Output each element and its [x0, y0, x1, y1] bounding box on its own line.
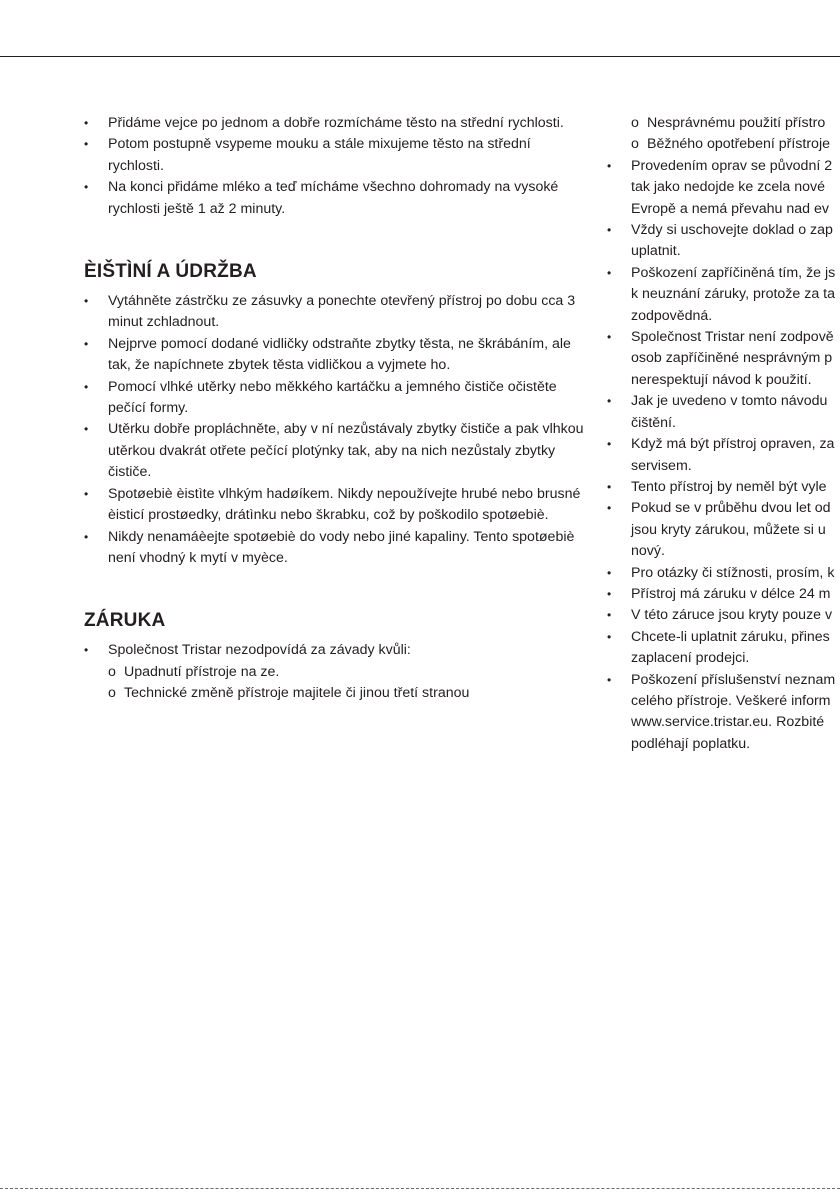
list-item [607, 605, 840, 626]
list-item-line: V této záruce jsou kryty pouze v [631, 607, 833, 624]
warranty-continued-list [607, 113, 840, 156]
list-item-line: k neuznání záruky, protože za ta [631, 286, 835, 303]
list-item-line: Jak je uvedeno v tomto návodu [631, 393, 828, 410]
cleaning-list [84, 291, 584, 569]
list-item: • Nikdy nenamáèejte spotøebiè do vody nebo jiné kapaliny. Tento spotøebiè není vhodný k mytí v myèce. [84, 527, 584, 570]
list-item-line: Evropě a nemá převahu nad ev [631, 200, 829, 217]
list-item [607, 391, 840, 434]
header-rule [0, 56, 840, 57]
list-item-line: Společnost Tristar není zodpově [631, 329, 834, 346]
cleaning-heading: ÈIŠTÌNÍ A ÚDRŽBA [84, 261, 257, 283]
list-item-line: nový. [631, 543, 665, 560]
sub-list-item: o Upadnutí přístroje na ze. [84, 662, 584, 683]
list-item-line: uplatnit. [631, 243, 681, 260]
list-item: • Potom postupně vsypeme mouku a stále mixujeme těsto na střední rychlosti. [84, 134, 584, 177]
list-item [607, 670, 840, 756]
list-item [607, 220, 840, 263]
sub-list-item: o Nesprávnému použití přístro [607, 113, 840, 134]
list-item-line: Pokud se v průběhu dvou let od [631, 500, 831, 517]
list-item: • Spotøebiè èistìte vlhkým hadøíkem. Nikdy nepoužívejte hrubé nebo brusné èisticí prostøedky, drátìnku nebo škrabku, což by poškodilo spotøebiè. [84, 484, 584, 527]
list-item: • Přidáme vejce po jednom a dobře rozmícháme těsto na střední rychlosti. [84, 113, 584, 134]
list-item-line: nerespektují návod k použití. [631, 371, 812, 388]
warranty-terms-list [607, 156, 840, 755]
list-item-line: Vždy si uschovejte doklad o zap [631, 222, 833, 239]
list-item [607, 434, 840, 477]
list-item-line: Chcete-li uplatnit záruku, přines [631, 628, 830, 645]
warranty-heading: ZÁRUKA [84, 610, 166, 632]
sub-list-item: o Technické změně přístroje majitele či jinou třetí stranou [84, 683, 584, 704]
list-item-line: Provedením oprav se původní 2 [631, 157, 833, 174]
list-item-line: www.service.tristar.eu. Rozbité [631, 714, 825, 731]
warranty-list [84, 640, 584, 704]
list-item-line: servisem. [631, 457, 692, 474]
list-item [607, 327, 840, 391]
list-item-line: čištění. [631, 414, 676, 431]
list-item: • Společnost Tristar nezodpovídá za závady kvůli: [84, 640, 584, 661]
list-item-line: celého přístroje. Veškeré inform [631, 692, 831, 709]
list-item-line: podléhají poplatku. [631, 735, 751, 752]
sub-list-item: o Běžného opotřebení přístroje [607, 134, 840, 155]
list-item [607, 627, 840, 670]
list-item [607, 477, 840, 498]
list-item-line: osob zapříčiněné nesprávným p [631, 350, 833, 367]
list-item-line: Poškození příslušenství neznam [631, 671, 836, 688]
list-item-line: zaplacení prodejci. [631, 650, 750, 667]
list-item-line: jsou kryty zárukou, můžete si u [631, 521, 826, 538]
list-item-line: Když má být přístroj opraven, za [631, 436, 835, 453]
list-item-line: Tento přístroj by neměl být vyle [631, 478, 827, 495]
list-item [607, 263, 840, 327]
list-item-line: Poškození zapříčiněná tím, že js [631, 264, 836, 281]
list-item [607, 584, 840, 605]
list-item: • Pomocí vlhké utěrky nebo měkkého kartáčku a jemného čističe očistěte pečící formy. [84, 377, 584, 420]
list-item-line: zodpovědná. [631, 307, 713, 324]
preparation-list [84, 113, 584, 220]
list-item: • Utěrku dobře propláchněte, aby v ní nezůstávaly zbytky čističe a pak vlhkou utěrkou dvakrát otřete pečící plotýnky tak, aby na nich nezůstaly zbytky čističe. [84, 419, 584, 483]
list-item: • Na konci přidáme mléko a teď mícháme všechno dohromady na vysoké rychlosti ještě 1 až 2 minuty. [84, 177, 584, 220]
list-item-line: Přístroj má záruku v délce 24 m [631, 585, 831, 602]
list-item [607, 498, 840, 562]
list-item: • Nejprve pomocí dodané vidličky odstraňte zbytky těsta, ne škrábáním, ale tak, že napíchnete zbytek těsta vidličkou a vyjmete ho. [84, 334, 584, 377]
left-column [84, 113, 584, 705]
list-item [607, 156, 840, 220]
list-item-line: Pro otázky či stížnosti, prosím, k [631, 564, 835, 581]
right-column [607, 113, 840, 755]
list-item: • Vytáhněte zástrčku ze zásuvky a ponechte otevřený přístroj po dobu cca 3 minut zchladnout. [84, 291, 584, 334]
list-item-line: tak jako nedojde ke zcela nové [631, 179, 826, 196]
footer-rule [0, 1188, 840, 1189]
list-item [607, 563, 840, 584]
